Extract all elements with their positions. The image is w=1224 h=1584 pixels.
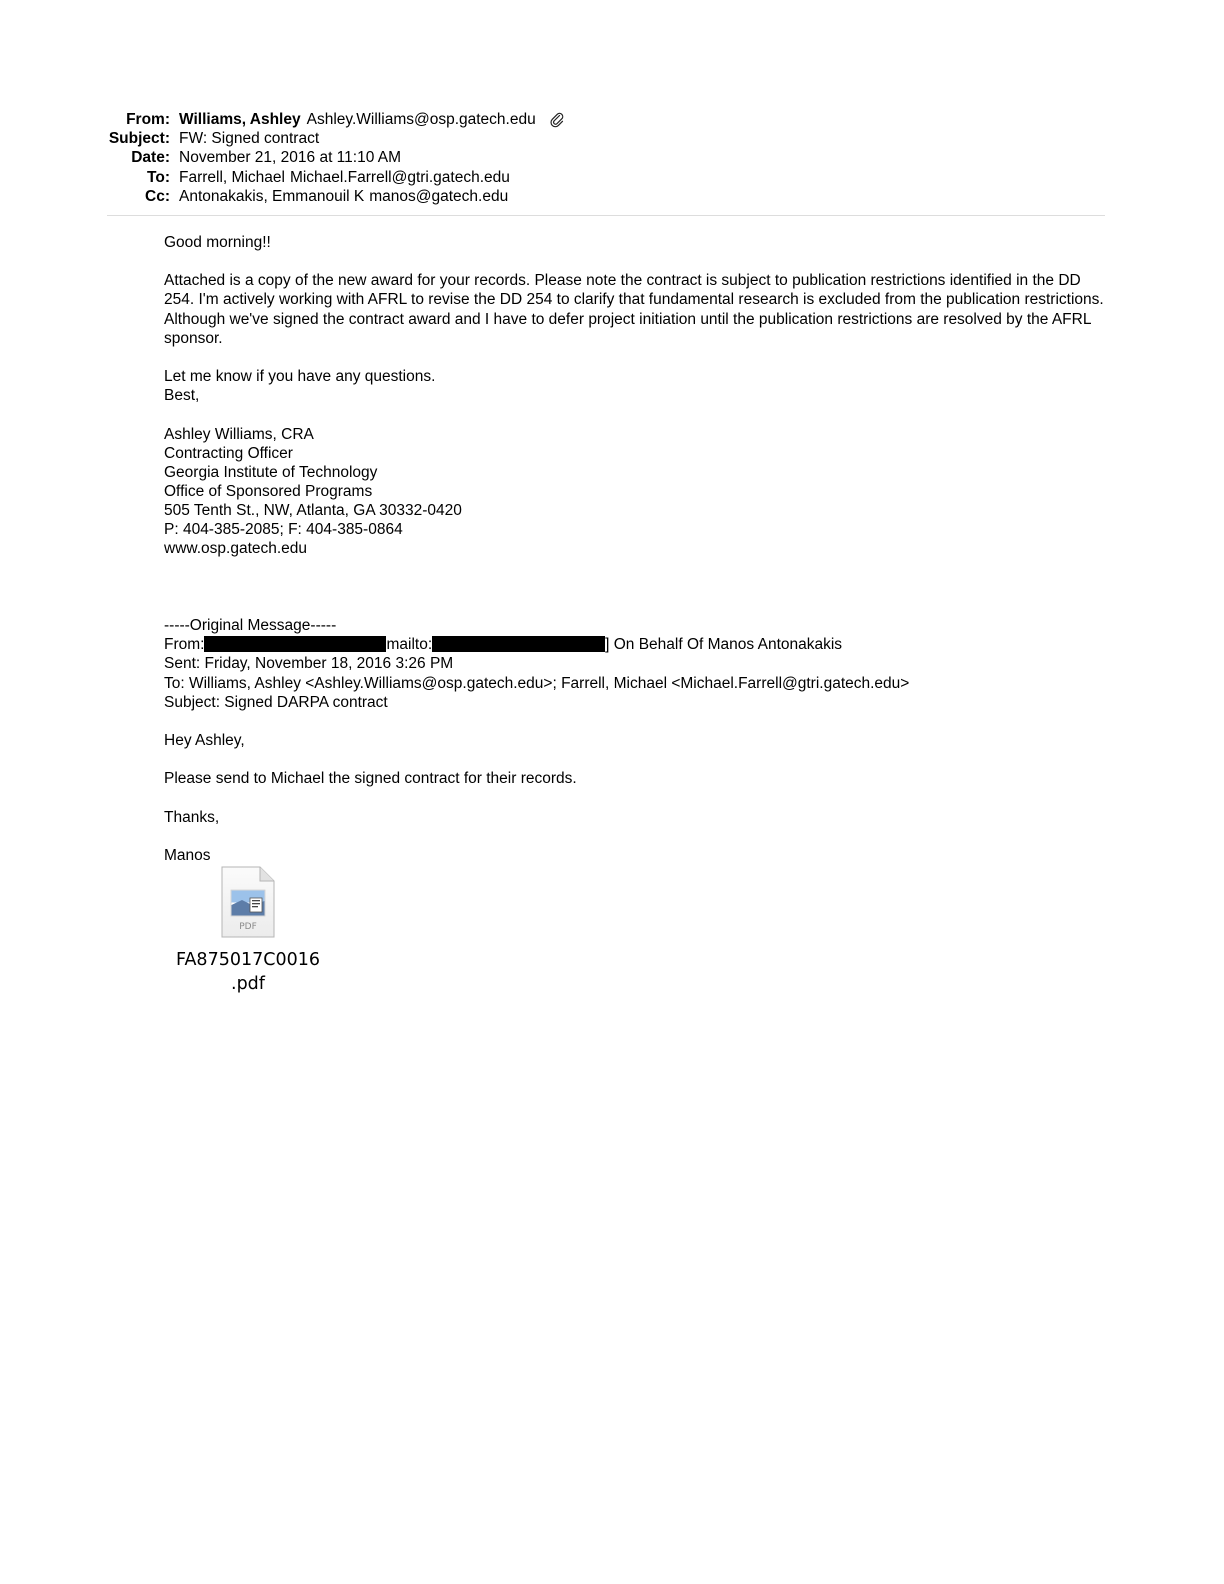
signature-line: Contracting Officer — [164, 444, 293, 462]
sender-name[interactable]: Williams, Ashley — [179, 111, 301, 128]
subject-value: FW: Signed contract — [179, 130, 320, 148]
date-label: Date: — [131, 149, 170, 167]
header-to — [100, 168, 564, 187]
closing-line: Let me know if you have any questions. — [164, 368, 436, 386]
filename-line: FA875017C0016 — [176, 950, 320, 970]
redaction-block — [432, 636, 605, 652]
original-message-text: Please send to Michael the signed contract for their records. — [164, 770, 577, 788]
recipient-email[interactable]: Michael.Farrell@gtri.gatech.edu — [289, 168, 510, 186]
signature-line: Ashley Williams, CRA — [164, 425, 314, 443]
original-from-prefix: From: — [164, 636, 205, 654]
pdf-icon-label: PDF — [239, 922, 257, 932]
body-paragraph: Attached is a copy of the new award for your records. Please note the contract is subject to publication restrictions identified in the DD 254. I'm actively working with AFRL to revise the DD 254 to clarify that fundamental research is excluded from the publication restrictions. Although we've signed the contract award and I have to defer project initiation until the publication restrictions are resolved by the AFRL sponsor. — [164, 272, 1104, 347]
original-separator: -----Original Message----- — [164, 617, 337, 635]
filename-extension: .pdf — [231, 974, 265, 994]
signature-website[interactable]: www.osp.gatech.edu — [164, 540, 308, 558]
date-value: November 21, 2016 at 11:10 AM — [179, 149, 402, 167]
original-sent: Sent: Friday, November 18, 2016 3:26 PM — [164, 655, 454, 673]
cc-email[interactable]: manos@gatech.edu — [369, 187, 509, 205]
email-headers — [100, 110, 564, 206]
signature-line: Office of Sponsored Programs — [164, 482, 373, 500]
original-from — [164, 635, 1109, 654]
signature-line: Georgia Institute of Technology — [164, 463, 378, 481]
original-greeting: Hey Ashley, — [164, 731, 245, 749]
mailto-text: mailto: — [386, 636, 433, 654]
original-subject: Subject: Signed DARPA contract — [164, 693, 388, 711]
pdf-attachment[interactable] — [168, 866, 328, 996]
original-to: To: Williams, Ashley <Ashley.Williams@osp.gatech.edu>; Farrell, Michael <Michael.Farrell@gtri.gatech.edu> — [164, 674, 910, 692]
attachment-filename[interactable] — [168, 948, 328, 996]
to-label: To: — [147, 168, 170, 186]
header-cc — [100, 187, 564, 206]
paperclip-icon[interactable] — [550, 112, 564, 128]
cc-label: Cc: — [145, 187, 170, 205]
subject-label: Subject: — [108, 130, 170, 148]
email-body — [164, 233, 1109, 865]
original-message — [164, 616, 1109, 865]
header-divider — [107, 215, 1105, 216]
signoff: Best, — [164, 387, 200, 405]
header-from — [100, 110, 564, 129]
redaction-block — [204, 636, 386, 652]
from-label: From: — [126, 111, 170, 128]
greeting: Good morning!! — [164, 234, 271, 251]
sender-email[interactable]: Ashley.Williams@osp.gatech.edu — [306, 111, 536, 128]
header-subject — [100, 129, 564, 148]
recipient-name[interactable]: Farrell, Michael — [179, 168, 285, 186]
header-date — [100, 148, 564, 167]
original-name: Manos — [164, 846, 211, 864]
cc-name[interactable]: Antonakakis, Emmanouil K — [179, 187, 365, 205]
signature-line: 505 Tenth St., NW, Atlanta, GA 30332-0420 — [164, 502, 462, 520]
pdf-file-icon[interactable] — [220, 866, 276, 938]
signature-line: P: 404-385-2085; F: 404-385-0864 — [164, 521, 403, 539]
original-from-suffix: ] On Behalf Of Manos Antonakakis — [605, 636, 843, 654]
signature-block — [164, 425, 1109, 559]
original-thanks: Thanks, — [164, 808, 220, 826]
